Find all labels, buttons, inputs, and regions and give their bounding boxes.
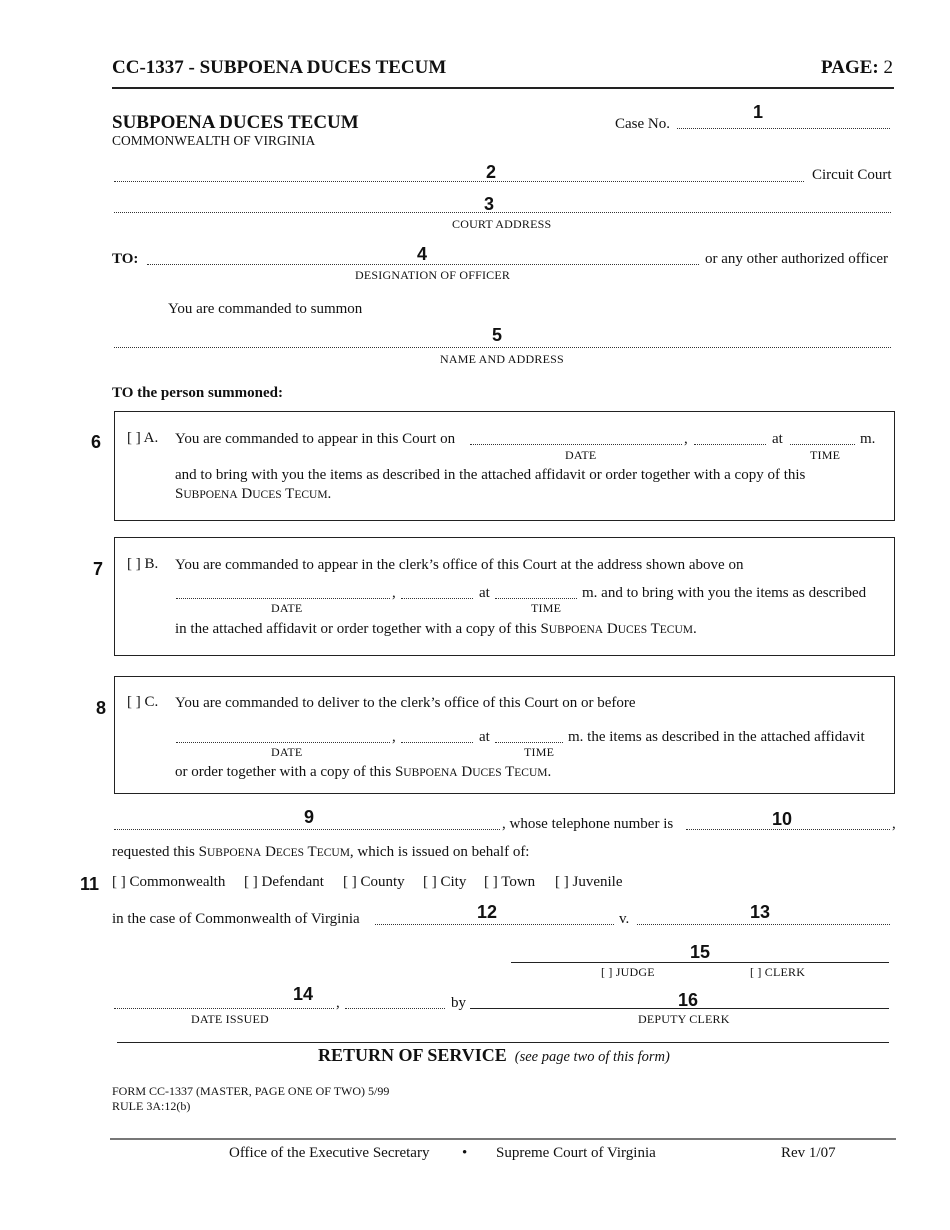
option-b-line3-text: in the attached affidavit or order together with a copy of this [175,621,537,637]
return-divider [117,1042,889,1043]
field-number-1: 1 [753,102,764,122]
sdt-ubpoena: UBPOENA [183,489,238,501]
sdt-ubpoena: UBPOENA [548,624,604,636]
option-c-m-text: m. the items as described in the attached affidavit [568,729,865,745]
date-issued-field[interactable] [114,1008,334,1009]
form-info-line2: RULE 3A:12(b) [112,1099,191,1113]
behalf-commonwealth[interactable]: [ ] Commonwealth [112,874,226,890]
sdt-t: T [501,764,515,780]
date-issued-label: DATE ISSUED [191,1012,269,1026]
header-rule [112,87,894,89]
commonwealth-party-field[interactable] [375,924,614,925]
option-c-time-label: TIME [524,745,555,759]
sdt-ecum: ECUM [294,489,328,501]
option-a-date-field[interactable] [470,444,682,445]
footer-rev: Rev 1/07 [781,1145,836,1161]
summon-text: You are commanded to summon [168,301,363,317]
date-issued-time-field[interactable] [345,1008,445,1009]
circuit-court-label: Circuit Court [812,167,892,183]
court-address-label: COURT ADDRESS [452,217,552,231]
phone-text: , whose telephone number is [502,816,674,832]
return-title: RETURN OF SERVICE [318,1045,507,1065]
footer-rule [110,1138,896,1140]
sdt-s: S [540,621,549,637]
option-b-line3 [175,621,697,638]
person-summoned-label: TO the person summoned: [112,385,283,401]
date-issued-comma: , [336,995,340,1011]
behalf-county[interactable]: [ ] County [343,874,405,890]
footer-office: Office of the Executive Secretary [229,1145,430,1161]
sdt-period: . [547,764,552,780]
page-number: 2 [883,57,893,78]
sdt-s: S [394,764,404,780]
option-b-date-label: DATE [271,601,303,615]
in-case-text: in the case of Commonwealth of Virginia [112,911,360,927]
sdt-t: T [647,621,660,637]
option-b-at-field[interactable] [495,598,577,599]
field-number-11: 11 [80,874,100,894]
designation-label: DESIGNATION OF OFFICER [355,268,511,282]
sdt-period: . [327,486,332,502]
footer-court: Supreme Court of Virginia [496,1145,656,1161]
by-text: by [451,995,466,1011]
option-b-time-field[interactable] [401,598,473,599]
option-c-comma: , [392,729,396,745]
other-officer-label: or any other authorized officer [705,251,888,267]
field-number-7: 7 [93,559,104,579]
option-c-text: You are commanded to deliver to the clerk’s office of this Court on or before [175,695,636,711]
form-info-line1: FORM CC-1337 (MASTER, PAGE ONE OF TWO) 5/99 [112,1084,390,1098]
name-address-label: NAME AND ADDRESS [440,352,564,366]
page-indicator [821,57,893,79]
behalf-city[interactable]: [ ] City [423,874,467,890]
behalf-juvenile[interactable]: [ ] Juvenile [555,874,623,890]
sdt-uces: UCES [472,767,502,779]
requested-line [112,844,529,861]
sdt-s: S [198,844,207,860]
footer-bullet: • [462,1145,468,1161]
option-a-checkbox[interactable]: [ ] A. [127,430,159,446]
option-a-comma: , [684,431,688,447]
case-no-field[interactable] [677,128,890,129]
field-number-8: 8 [96,698,107,718]
sdt-ecum: ECUM [659,624,693,636]
judge-checkbox[interactable]: [ ] JUDGE [601,965,655,979]
field-number-2: 2 [486,162,497,182]
field-number-10: 10 [772,809,793,829]
sdt-d: D [457,764,473,780]
field-number-15: 15 [690,942,711,962]
sdt-uces: UCES [252,489,282,501]
field-number-13: 13 [750,902,771,922]
case-no-label: Case No. [615,116,670,132]
option-a-at-field[interactable] [790,444,855,445]
sdt-uces: UCES [617,624,648,636]
field-number-14: 14 [293,984,314,1004]
name-address-field[interactable] [114,347,891,348]
option-a-line2: and to bring with you the items as described in the attached affidavit or order together with a copy of this [175,467,806,483]
to-label: TO: [112,251,139,267]
field-number-5: 5 [492,325,503,345]
option-c-date-field[interactable] [176,742,390,743]
field-number-9: 9 [304,807,315,827]
option-c-line3 [175,764,551,781]
sdt-ecum: ECUM [514,767,548,779]
behalf-text: , which is issued on behalf of: [349,844,530,860]
clerk-checkbox[interactable]: [ ] CLERK [750,965,806,979]
option-a-m: m. [860,431,876,447]
option-a-time-label: TIME [810,448,841,462]
option-a-box [114,411,895,521]
phone-trailing-comma: , [892,816,896,832]
option-a-time-field[interactable] [694,444,766,445]
defendant-party-field[interactable] [637,924,890,925]
deputy-clerk-label: DEPUTY CLERK [638,1012,730,1026]
behalf-town[interactable]: [ ] Town [484,874,536,890]
field-number-16: 16 [678,990,699,1010]
option-b-date-field[interactable] [176,598,390,599]
option-b-text: You are commanded to appear in the clerk’s office of this Court at the address shown above on [175,557,744,573]
sdt-ubpoena: UBPOENA [207,847,262,859]
option-c-date-label: DATE [271,745,303,759]
versus-text: v. [619,911,630,927]
option-b-comma: , [392,585,396,601]
court-address-field[interactable] [114,212,891,213]
field-number-6: 6 [91,432,102,452]
option-a-text: You are commanded to appear in this Court on [175,431,456,447]
option-b-checkbox[interactable]: [ ] B. [127,556,159,572]
option-c-at: at [479,729,490,745]
field-number-4: 4 [417,244,428,264]
option-c-checkbox[interactable]: [ ] C. [127,694,159,710]
sdt-ubpoena: UBPOENA [403,767,458,779]
doc-title: SUBPOENA DUCES TECUM [112,112,359,133]
option-b-time-label: TIME [531,601,562,615]
doc-subtitle: COMMONWEALTH OF VIRGINIA [112,133,316,148]
return-note: (see page two of this form) [514,1049,670,1065]
option-a-sdt [175,486,331,503]
form-title: CC-1337 - SUBPOENA DUCES TECUM [112,57,447,78]
field-number-3: 3 [484,194,495,214]
requester-name-field[interactable] [114,829,500,830]
sdt-t: T [281,486,295,502]
sdt-t: T [304,844,317,860]
option-b-m-text: m. and to bring with you the items as described [582,585,867,601]
sdt-d: D [237,486,253,502]
field-number-12: 12 [477,902,498,922]
return-of-service [318,1045,670,1066]
requested-text: requested this [112,844,195,860]
option-c-time-field[interactable] [401,742,473,743]
option-a-at: at [772,431,783,447]
sdt-d: D [261,844,276,860]
option-b-at: at [479,585,490,601]
circuit-court-field[interactable] [114,181,804,182]
sdt-s: S [175,486,184,502]
option-c-line3-text: or order together with a copy of this [175,764,392,780]
option-c-at-field[interactable] [495,742,563,743]
sdt-eces: ECES [275,847,305,859]
behalf-defendant[interactable]: [ ] Defendant [244,874,324,890]
option-a-date-label: DATE [565,448,597,462]
sdt-ecum: ECUM [316,847,350,859]
sdt-d: D [603,621,618,637]
sdt-period: . [692,621,697,637]
page-label: PAGE: [821,57,879,78]
